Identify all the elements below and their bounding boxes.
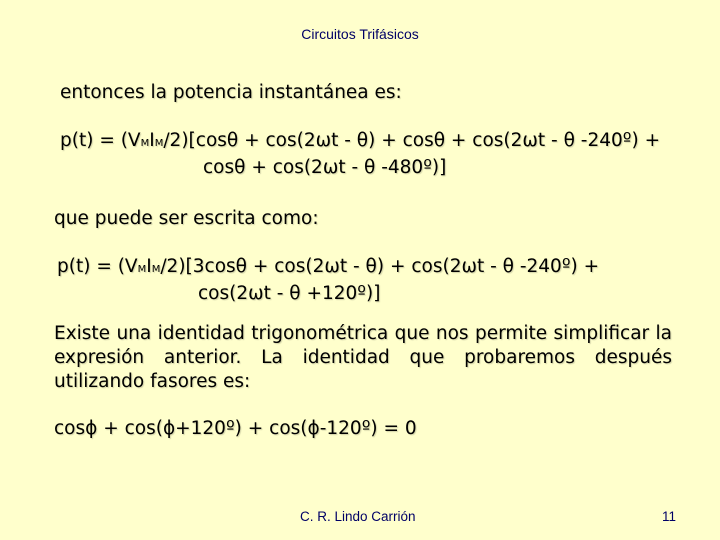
eq1-sub-2: M (154, 138, 164, 149)
eq2-mid: I (146, 256, 152, 277)
eq2-prefix: p(t) = (V (57, 256, 138, 277)
eq2-sub-2: M (151, 264, 161, 275)
intro-text: entonces la potencia instantánea es: (60, 82, 402, 103)
eq1-prefix: p(t) = (V (60, 130, 141, 151)
slide-header: Circuitos Trifásicos (301, 26, 419, 42)
eq2-rest: /2)[3cosθ + cos(2ωt - θ) + cos(2ωt - θ -240º) + (160, 256, 600, 277)
equation-2-line-2: cos(2ωt - θ +120º)] (198, 283, 381, 304)
identity-equation: cosϕ + cos(ϕ+120º) + cos(ϕ-120º) = 0 (54, 418, 417, 439)
eq1-sub-1: M (140, 138, 150, 149)
equation-1-line-1 (60, 130, 660, 151)
eq1-rest: /2)[cosθ + cos(2ωt - θ) + cosθ + cos(2ωt - θ -240º) + (163, 130, 661, 151)
transition-text: que puede ser escrita como: (54, 208, 319, 229)
identity-paragraph: Existe una identidad trigonométrica que nos permite simplificar la expresión anterior. La identidad que probaremos después utilizando fasores es: (54, 323, 672, 392)
eq2-sub-1: M (137, 264, 147, 275)
page-number: 11 (662, 509, 677, 524)
eq1-mid: I (149, 130, 155, 151)
footer-author: C. R. Lindo Carrión (300, 509, 416, 524)
equation-1-line-2: cosθ + cos(2ωt - θ -480º)] (203, 157, 447, 178)
equation-2-line-1 (57, 256, 599, 277)
